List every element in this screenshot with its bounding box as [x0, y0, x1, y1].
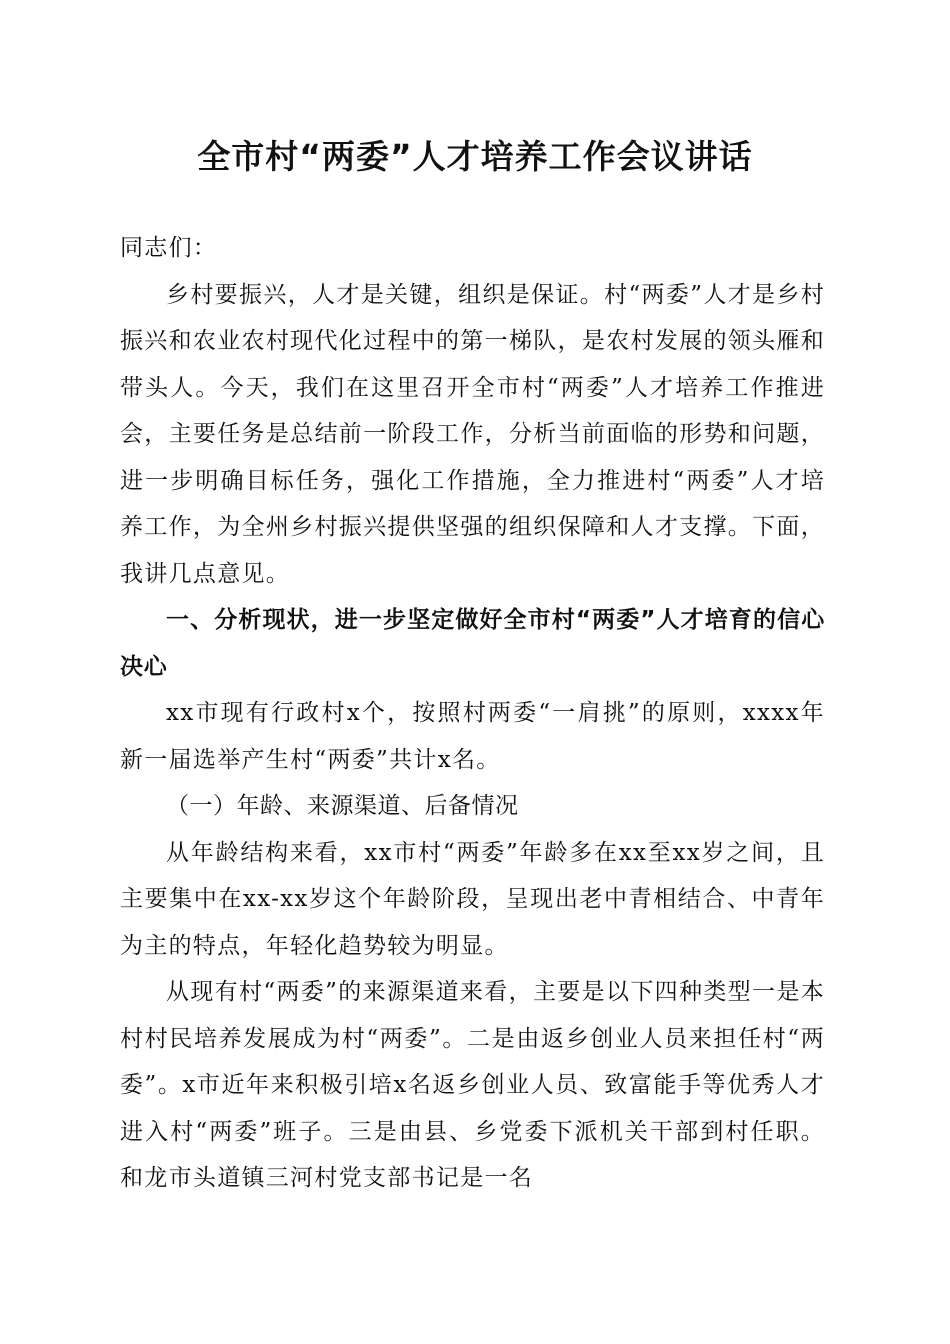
section-heading-1: 一、分析现状，进一步坚定做好全市村“两委”人才培育的信心决心 [120, 607, 825, 680]
paragraph-intro: 乡村要振兴，人才是关键，组织是保证。村“两委”人才是乡村振兴和农业农村现代化过程中的第一梯队，是农村发展的领头雁和带头人。今天，我们在这里召开全市村“两委”人才培养工作推进会，主要任务是总结前一阶段工作，分析当前面临的形势和问题，进一步明确目标任务，强化工作措施，全力推进村“两委”人才培养工作，为全州乡村振兴提供坚强的组织保障和人才支撑。下面，我讲几点意见。 [120, 281, 825, 587]
paragraph-source: 从现有村“两委”的来源渠道来看，主要是以下四种类型一是本村村民培养发展成为村“两委”。二是由返乡创业人员来担任村“两委”。x市近年来积极引培x名返乡创业人员、致富能手等优秀人才进入村“两委”班子。三是由县、乡党委下派机关干部到村任职。和龙市头道镇三河村党支部书记是一名 [120, 979, 825, 1191]
subsection-heading-1: （一）年龄、来源渠道、后备情况 [166, 793, 519, 819]
salutation: 同志们： [120, 235, 218, 261]
document-title: 全市村“两委”人才培养工作会议讲话 [197, 137, 753, 176]
paragraph-age: 从年龄结构来看，xx市村“两委”年龄多在xx至xx岁之间，且主要集中在xx-xx岁这个年龄阶段，呈现出老中青相结合、中青年为主的特点，年轻化趋势较为明显。 [120, 839, 825, 959]
paragraph-overview: xx市现有行政村x个，按照村两委“一肩挑”的原则，xxxx年新一届选举产生村“两委”共计x名。 [120, 700, 825, 773]
document-body [120, 225, 825, 1202]
